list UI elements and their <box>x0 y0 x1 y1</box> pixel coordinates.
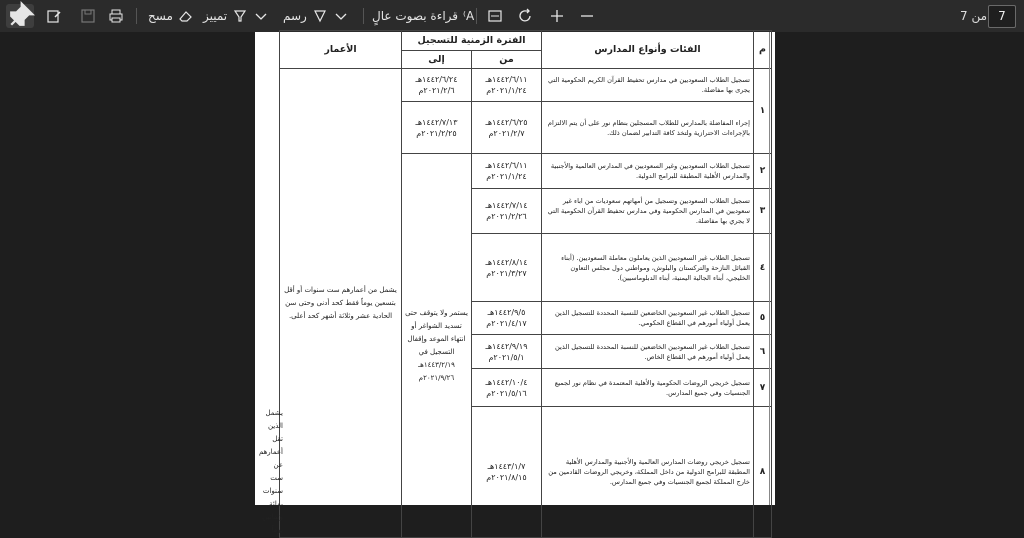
save-icon <box>80 8 96 24</box>
page-edge-line <box>769 32 770 505</box>
row-number: ٧ <box>754 369 772 407</box>
row-text: تسجيل الطلاب السعوديين وغير السعوديين في المدارس العالمية والأجنبية والمدارس الأهلية المطبقة للبرامج الدولية. <box>542 154 754 189</box>
ages-cell-1: يشمل من أعمارهم ست سنوات أو أقل بتسعين يوماً فقط كحد أدنى وحتى سن الحادية عشر وثلاثة أشهر كحد أعلى. <box>280 69 402 538</box>
print-icon <box>108 8 124 24</box>
save-button[interactable] <box>80 0 96 32</box>
to-date-merged: يستمر ولا يتوقف حتى تسديد الشواغر أو انتهاء الموعد وإقفال التسجيل في ١٤٤٣/٢/١٩هـ ٢٠٢١/٩/٢٦م <box>402 154 472 538</box>
highlight-button[interactable] <box>203 0 269 32</box>
from-date: ١٤٤٣/١/٧هـ ٢٠٢١/٨/١٥م <box>472 407 542 538</box>
print-button[interactable] <box>108 0 124 32</box>
erase-label: مسح <box>148 9 173 23</box>
page-settings-button[interactable] <box>46 0 62 32</box>
row-number: ٣ <box>754 189 772 234</box>
read-aloud-icon: A⁾ <box>463 9 475 23</box>
header-from: من <box>472 51 542 69</box>
zoom-out-button[interactable] <box>579 0 595 32</box>
to-date: ١٤٤٢/٦/٢٤هـ ٢٠٢١/٢/٦م <box>402 69 472 102</box>
zoom-in-button[interactable] <box>549 0 565 32</box>
row-text: تسجيل خريجي روضات المدارس العالمية والأجنبية والمدارس الأهلية المطبقة للبرامج الدولية من داخل المملكة، وخريجي الروضات القادمين من خارج المملكة لجميع الجنسيات وفي جميع المدارس. <box>542 407 754 538</box>
highlighter-icon <box>232 8 248 24</box>
from-date: ١٤٤٢/٦/١١هـ ٢٠٢١/١/٢٤م <box>472 69 542 102</box>
toolbar-separator <box>476 8 477 24</box>
to-date: ١٤٤٢/٧/١٣هـ ٢٠٢١/٢/٢٥م <box>402 102 472 154</box>
text-mode-button[interactable] <box>487 0 503 32</box>
read-aloud-label: قراءة بصوت عالٍ <box>372 9 459 23</box>
document-page <box>255 32 775 534</box>
draw-button[interactable] <box>283 0 349 32</box>
header-period: الفترة الزمنية للتسجيل <box>402 31 542 51</box>
row-number: ١ <box>754 69 772 154</box>
row-text: تسجيل الطلاب غير السعوديين الخاضعين للنسبة المحددة للتسجيل الذين يعمل أولياء أمورهم في القطاع الخاص. <box>542 335 754 369</box>
read-aloud-button[interactable] <box>372 0 474 32</box>
row-text: تسجيل الطلاب غير السعوديين الذين يعاملون معاملة السعوديين. (أبناء القبائل النازحة والتركستان والبلوش، ومواطني دول مجلس التعاون الخليجي، أبناء الجالية اليمنية، أبناء الدبلوماسيين). <box>542 234 754 302</box>
header-categories: الفئات وأنواع المدارس <box>542 31 754 69</box>
highlight-label: تمييز <box>203 9 228 23</box>
pin-icon <box>6 2 34 30</box>
text-mode-icon <box>487 8 503 24</box>
table-row: ٨ تسجيل خريجي روضات المدارس العالمية والأجنبية والمدارس الأهلية المطبقة للبرامج الدولية من داخل المملكة، وخريجي الروضات القادمين من خارج المملكة لجميع الجنسيات وفي جميع المدارس. ١٤٤٣/١/٧هـ ٢٠٢١/٨/١٥م يشمل الذين تقل أعمارهم عن ست سنوات بمائة وثمانين يوماً <box>280 407 772 538</box>
page-number-input[interactable]: 7 <box>988 5 1016 28</box>
row-number: ٥ <box>754 302 772 335</box>
row-text: تسجيل خريجي الروضات الحكومية والأهلية المعتمدة في نظام نور لجميع الجنسيات وفي جميع المدارس. <box>542 369 754 407</box>
toolbar-separator <box>136 8 137 24</box>
row-number: ٤ <box>754 234 772 302</box>
row-number: ٦ <box>754 335 772 369</box>
header-num: م <box>754 31 772 69</box>
header-to: إلى <box>402 51 472 69</box>
from-date: ١٤٤٢/٦/٢٥هـ ٢٠٢١/٢/٧م <box>472 102 542 154</box>
table-row <box>280 69 772 102</box>
chevron-down-icon <box>253 8 269 24</box>
from-date: ١٤٤٢/٩/٥هـ ٢٠٢١/٤/١٧م <box>472 302 542 335</box>
page-count: من 7 <box>960 9 988 23</box>
from-date: ١٤٤٢/٩/١٩هـ ٢٠٢١/٥/١م <box>472 335 542 369</box>
pin-button[interactable] <box>6 4 34 28</box>
row-text: تسجيل الطلاب السعوديين في مدارس تحفيظ القرآن الكريم الحكومية التي يجرى بها مفاضلة. <box>542 69 754 102</box>
row-number: ٨ <box>754 407 772 538</box>
rotate-icon <box>518 8 534 24</box>
pen-draw-icon <box>312 8 328 24</box>
toolbar-separator <box>363 8 364 24</box>
chevron-down-icon <box>333 8 349 24</box>
draw-label: رسم <box>283 9 307 23</box>
from-date: ١٤٤٢/١٠/٤هـ ٢٠٢١/٥/١٦م <box>472 369 542 407</box>
minus-icon <box>579 8 595 24</box>
eraser-icon <box>178 8 194 24</box>
row-text: إجراء المفاضلة بالمدارس للطلاب المسجلين بنظام نور على أن يتم الالتزام بالإجراءات الاحترازية ولتخذ كافة التدابير لضمان ذلك. <box>542 102 754 154</box>
reader-toolbar <box>0 0 1024 32</box>
rotate-button[interactable] <box>518 0 534 32</box>
from-date: ١٤٤٢/٨/١٤هـ ٢٠٢١/٣/٢٧م <box>472 234 542 302</box>
from-date: ١٤٤٢/٦/١١هـ ٢٠٢١/١/٢٤م <box>472 154 542 189</box>
registration-table <box>258 30 772 538</box>
from-date: ١٤٤٢/٧/١٤هـ ٢٠٢١/٢/٢٦م <box>472 189 542 234</box>
header-ages: الأعمار <box>280 31 402 69</box>
page-settings-icon <box>46 8 62 24</box>
row-text: تسجيل الطلاب السعوديين وتسجيل من أمهاتهم سعوديات من اباء غير سعوديين في المدارس الحكومية وفي مدارس تحفيظ القرآن الحكومية التي لا يجري بها مفاضلة. <box>542 189 754 234</box>
row-text: تسجيل الطلاب غير السعوديين الخاضعين للنسبة المحددة للتسجيل الذين يعمل أولياء أمورهم في القطاع الحكومي. <box>542 302 754 335</box>
row-number: ٢ <box>754 154 772 189</box>
plus-icon <box>549 8 565 24</box>
erase-button[interactable] <box>148 0 194 32</box>
